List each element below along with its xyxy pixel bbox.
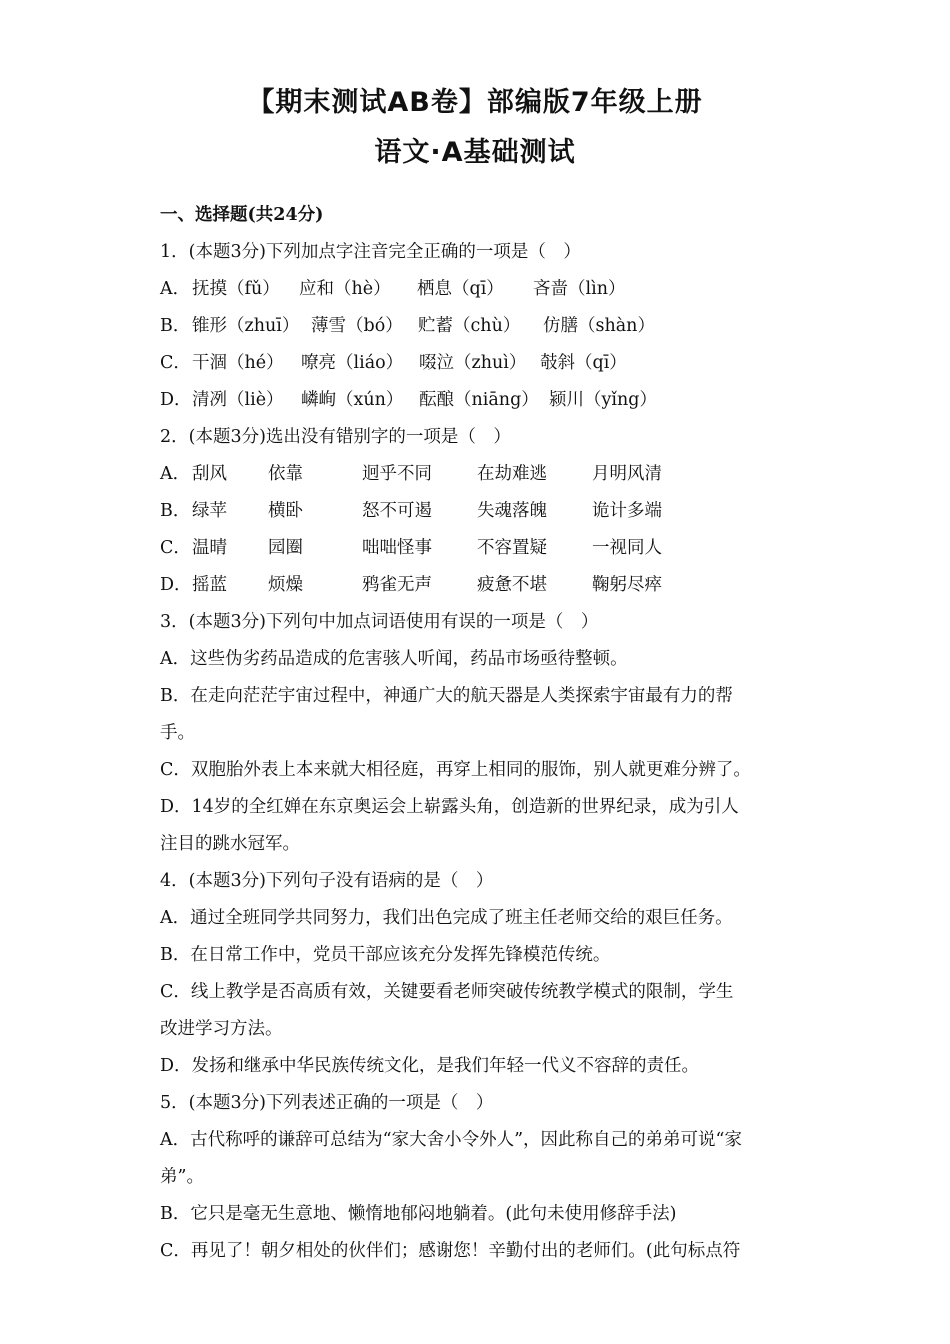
question-list — [160, 197, 800, 1270]
question-5-stem: 5．(本题3分)下列表述正确的一项是（ ） — [160, 1093, 494, 1113]
option-item: 失魂落魄 — [477, 501, 547, 521]
document-title: 【期末测试AB卷】部编版7年级上册 — [247, 87, 703, 118]
question-3-option-b: B．在走向茫茫宇宙过程中，神通广大的航天器是人类探索宇宙最有力的帮 — [160, 686, 733, 706]
question-4-option-a: A．通过全班同学共同努力，我们出色完成了班主任老师交给的艰巨任务。 — [160, 908, 733, 928]
option-item: 干涸（hé） — [192, 353, 284, 373]
option-item: 抚摸（fǔ） — [192, 279, 280, 299]
option-item: 嶙峋（xún） — [301, 390, 404, 410]
option-item: 清冽（liè） — [192, 390, 284, 410]
option-item: 园圈 — [268, 538, 303, 558]
option-item: 咄咄怪事 — [362, 538, 432, 558]
question-3-option-d: D．14岁的全红婵在东京奥运会上崭露头角，创造新的世界纪录，成为引人 — [160, 797, 739, 817]
option-label: A． — [160, 279, 191, 299]
option-item: 栖息（qī） — [417, 279, 504, 299]
option-item: 摇蓝 — [192, 575, 227, 595]
option-label: B． — [160, 316, 191, 336]
question-4-option-b: B．在日常工作中，党员干部应该充分发挥先锋模范传统。 — [160, 945, 611, 965]
option-label: D． — [160, 390, 192, 410]
option-label: B． — [160, 501, 191, 521]
option-item: 啜泣（zhuì） — [419, 353, 527, 373]
question-3-option-a: A．这些伪劣药品造成的危害骇人听闻，药品市场亟待整顿。 — [160, 649, 628, 669]
question-1-stem: 1．(本题3分)下列加点字注音完全正确的一项是（ ） — [160, 242, 581, 262]
option-item: 仿膳（shàn） — [543, 316, 655, 336]
question-2-option-c — [160, 530, 800, 567]
question-4-stem: 4．(本题3分)下列句子没有语病的是（ ） — [160, 871, 494, 891]
question-1-option-b — [160, 308, 800, 345]
option-item: 一视同人 — [592, 538, 662, 558]
question-5-option-a-continued: 弟”。 — [160, 1167, 204, 1187]
option-item: 迥乎不同 — [362, 464, 432, 484]
question-2-option-b — [160, 493, 800, 530]
question-3-option-c: C．双胞胎外表上本来就大相径庭，再穿上相同的服饰，别人就更难分辨了。 — [160, 760, 751, 780]
question-3-stem: 3．(本题3分)下列句中加点词语使用有误的一项是（ ） — [160, 612, 599, 632]
option-label: C． — [160, 538, 191, 558]
question-4-option-c: C．线上教学是否高质有效，关键要看老师突破传统教学模式的限制，学生 — [160, 982, 734, 1002]
question-1-option-a — [160, 271, 800, 308]
option-item: 鞠躬尽瘁 — [592, 575, 662, 595]
option-item: 怒不可遏 — [362, 501, 432, 521]
question-5-option-b: B．它只是毫无生意地、懒惰地郁闷地躺着。(此句未使用修辞手法) — [160, 1204, 677, 1224]
option-label: A． — [160, 464, 191, 484]
option-item: 在劫难逃 — [477, 464, 547, 484]
question-2-stem: 2．(本题3分)选出没有错别字的一项是（ ） — [160, 427, 511, 447]
option-item: 绿苹 — [192, 501, 227, 521]
question-5-option-a: A．古代称呼的谦辞可总结为“家大舍小令外人”，因此称自己的弟弟可说“家 — [160, 1130, 742, 1150]
question-3-option-b-continued: 手。 — [160, 723, 195, 743]
option-item: 疲惫不堪 — [477, 575, 547, 595]
document-subtitle: 语文·A基础测试 — [374, 137, 576, 168]
option-item: 颍川（yǐng） — [549, 390, 657, 410]
option-item: 锥形（zhuī） — [192, 316, 300, 336]
option-item: 月明风清 — [592, 464, 662, 484]
question-1-option-d — [160, 382, 800, 419]
option-item: 鸦雀无声 — [362, 575, 432, 595]
option-item: 贮蓄（chù） — [418, 316, 521, 336]
option-item: 攲斜（qī） — [540, 353, 627, 373]
option-item: 不容置疑 — [477, 538, 547, 558]
option-item: 横卧 — [268, 501, 303, 521]
option-label: C． — [160, 353, 191, 373]
option-item: 诡计多端 — [592, 501, 662, 521]
option-label: D． — [160, 575, 192, 595]
question-4-option-d: D．发扬和继承中华民族传统文化，是我们年轻一代义不容辞的责任。 — [160, 1056, 700, 1076]
option-item: 嘹亮（liáo） — [301, 353, 404, 373]
option-item: 刮风 — [192, 464, 227, 484]
option-item: 温晴 — [192, 538, 227, 558]
option-item: 烦燥 — [268, 575, 303, 595]
question-5-option-c: C．再见了！朝夕相处的伙伴们；感谢您！辛勤付出的老师们。(此句标点符 — [160, 1241, 741, 1261]
option-item: 依靠 — [268, 464, 303, 484]
question-4-option-c-continued: 改进学习方法。 — [160, 1019, 283, 1039]
option-item: 应和（hè） — [299, 279, 391, 299]
question-1-option-c — [160, 345, 800, 382]
question-2-option-d — [160, 567, 800, 604]
question-2-option-a — [160, 456, 800, 493]
section-heading: 一、选择题(共24分) — [160, 205, 324, 225]
option-item: 吝啬（lìn） — [533, 279, 626, 299]
question-3-option-d-continued: 注目的跳水冠军。 — [160, 834, 300, 854]
option-item: 薄雪（bó） — [311, 316, 403, 336]
option-item: 酝酿（niāng） — [419, 390, 539, 410]
